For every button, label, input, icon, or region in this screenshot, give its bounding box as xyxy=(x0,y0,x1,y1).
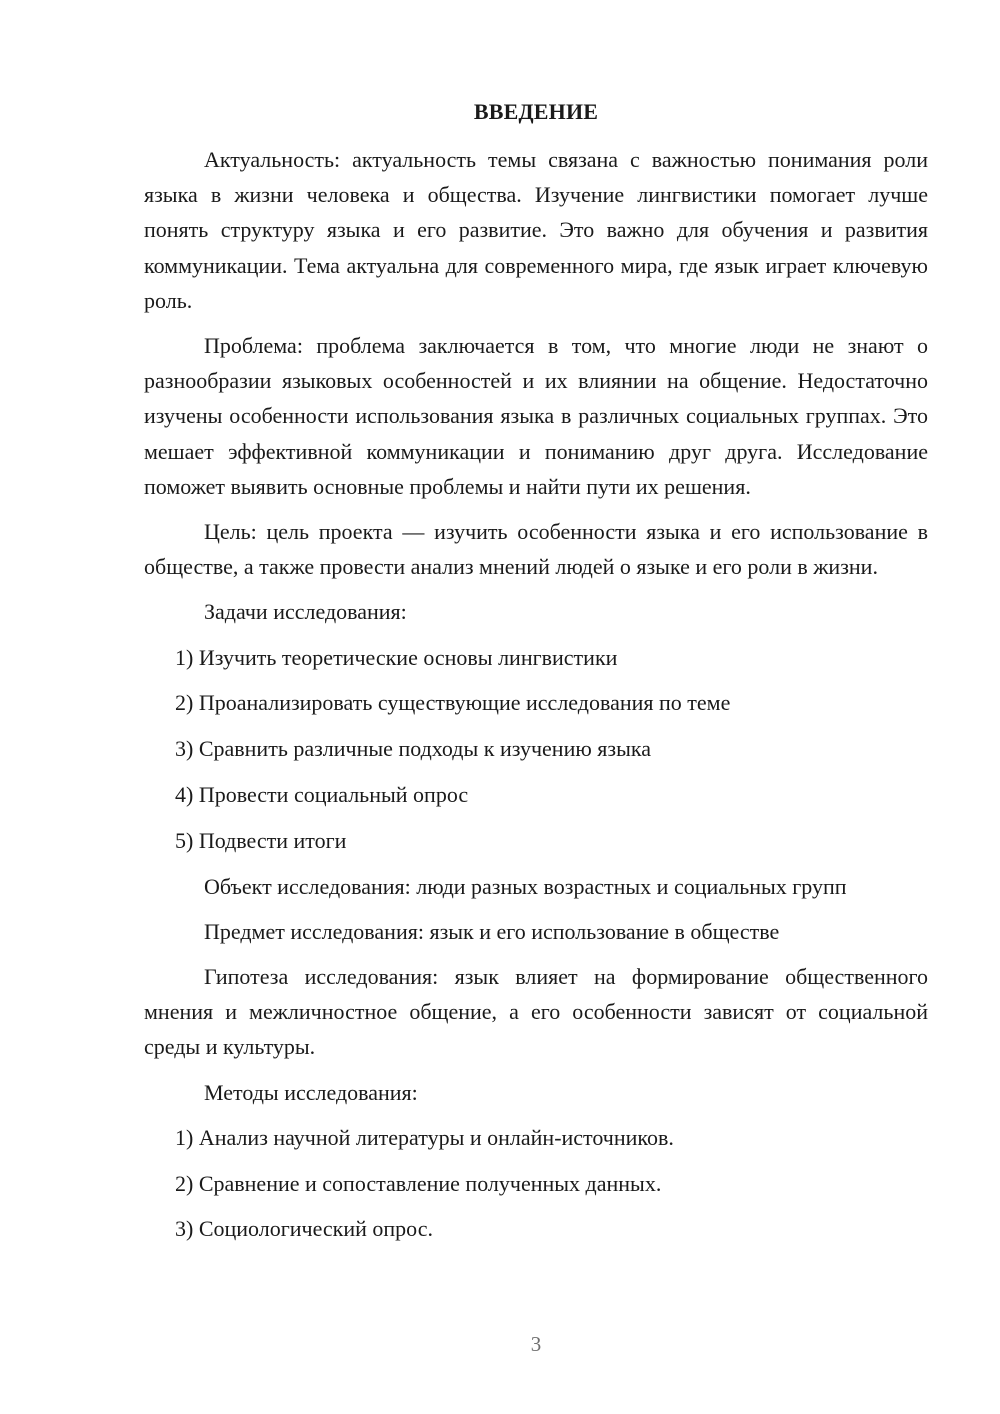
list-item: 5) Подвести итоги xyxy=(175,827,347,853)
goal-paragraph: Цель: цель проекта — изучить особенности языка и его использование в обществе, а также провести анализ мнений людей о языке и его роли в жизни. xyxy=(144,519,928,580)
page-title: ВВЕДЕНИЕ xyxy=(473,99,599,124)
problem-paragraph: Проблема: проблема заключается в том, что многие люди не знают о разнообразии языковых особенностей и их влиянии на общение. Недостаточно изучены особенности использования языка в различных социальных группах. Это мешает эффективной коммуникации и пониманию друг друга. Исследование поможет выявить основные проблемы и найти пути их решения. xyxy=(144,333,928,499)
list-item: 3) Сравнить различные подходы к изучению языка xyxy=(175,736,651,762)
list-item: 1) Изучить теоретические основы лингвистики xyxy=(175,644,618,670)
list-item: 4) Провести социальный опрос xyxy=(175,782,469,808)
list-item: 2) Сравнение и сопоставление полученных данных. xyxy=(175,1170,662,1196)
tasks-list xyxy=(144,640,928,858)
methods-heading: Методы исследования: xyxy=(204,1079,418,1105)
methods-list xyxy=(144,1120,928,1247)
document-page xyxy=(144,94,928,1257)
list-item: 1) Анализ научной литературы и онлайн-источников. xyxy=(175,1124,674,1150)
list-item: 2) Проанализировать существующие исследования по теме xyxy=(175,690,731,716)
page-number: 3 xyxy=(530,1332,542,1356)
relevance-paragraph: Актуальность: актуальность темы связана с важностью понимания роли языка в жизни человека и общества. Изучение лингвистики помогает лучше понять структуру языка и его развитие. Это важно для обучения и развития коммуникации. Тема актуальна для современного мира, где язык играет ключевую роль. xyxy=(144,147,928,313)
object-line: Объект исследования: люди разных возрастных и социальных групп xyxy=(204,873,847,899)
tasks-heading: Задачи исследования: xyxy=(204,599,407,625)
list-item: 3) Социологический опрос. xyxy=(175,1216,433,1242)
hypothesis-paragraph: Гипотеза исследования: язык влияет на формирование общественного мнения и межличностное общение, а его особенности зависят от социальной среды и культуры. xyxy=(144,964,928,1060)
subject-line: Предмет исследования: язык и его использование в обществе xyxy=(204,918,780,944)
